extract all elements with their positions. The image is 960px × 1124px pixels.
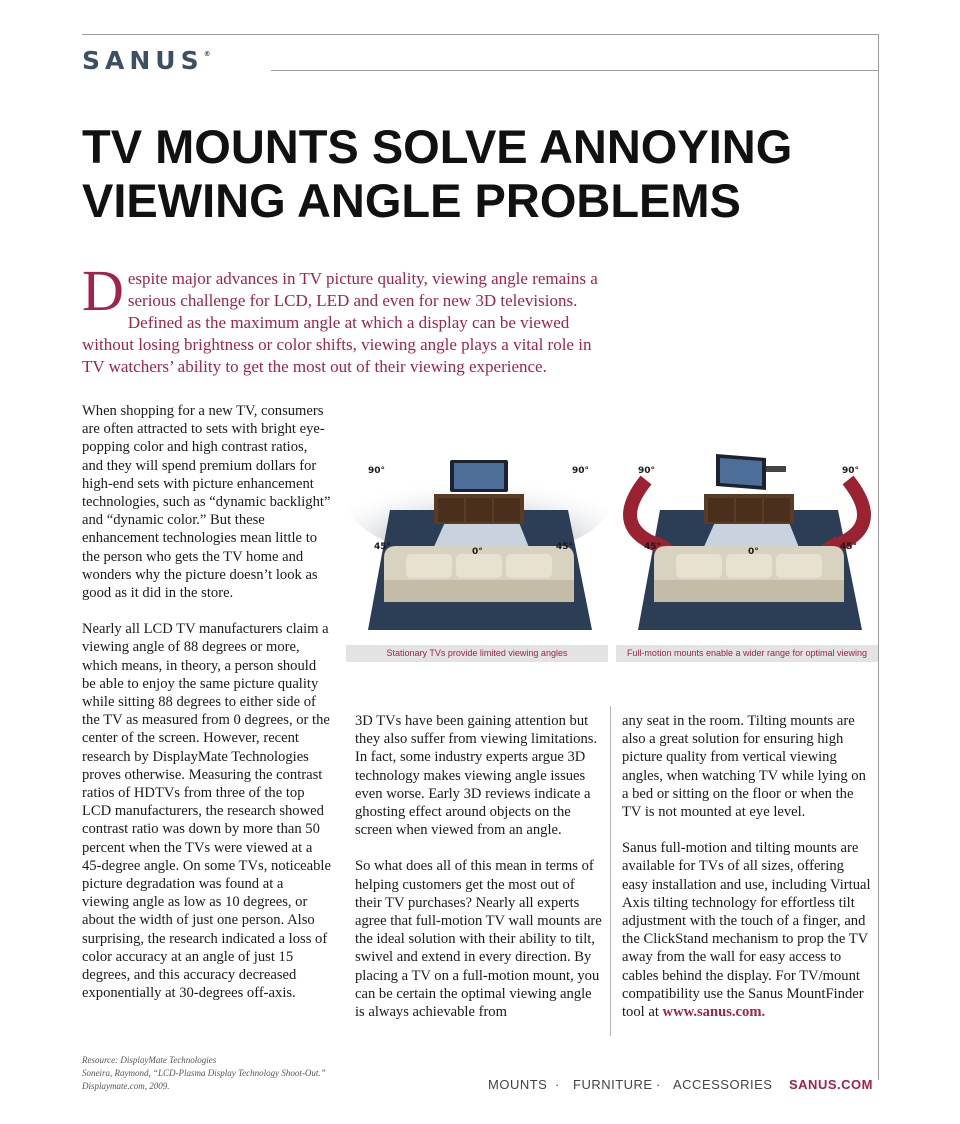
intro-paragraph: Despite major advances in TV picture quality, viewing angle remains a serious challenge for LCD, LED and even for new 3D televisions. Defined as the maximum angle at which a display can be viewed without losing brightness or color shifts, viewing angle plays a vital role in TV watchers’ ability to get the most out of their viewing experience. xyxy=(82,258,598,376)
column-divider xyxy=(610,706,611,1036)
caption-full-motion: Full-motion mounts enable a wider range for optimal viewing xyxy=(616,645,878,662)
footer-nav-furniture[interactable]: FURNITURE xyxy=(573,1077,653,1092)
column-2-paragraph-2: So what does all of this mean in terms of helping customers get the most out of their TV purchases? Nearly all experts agree that full-motion TV wall mounts are the ideal solution with their ability to tilt, swivel and extend in every direction. By placing a TV on a full-motion mount, you can be certain the optimal viewing angle is always achievable from xyxy=(355,858,602,1021)
sanus-website-link[interactable]: www.sanus.com. xyxy=(662,1004,766,1021)
page-frame-top-rule xyxy=(82,34,879,35)
column-3 xyxy=(622,712,872,1021)
page-frame-right-rule xyxy=(878,34,879,1080)
full-motion-tv-diagram xyxy=(616,440,878,644)
label-0: 0° xyxy=(472,547,483,557)
sanus-logo: SANUS® xyxy=(82,46,211,75)
label-45-right: 45° xyxy=(556,542,574,552)
footnote: Resource: DisplayMate Technologies Soneira, Raymond, “LCD-Plasma Display Technology Shoot-Out.” Displaymate.com, 2009. xyxy=(82,1055,326,1091)
footer-site-link[interactable]: SANUS.COM xyxy=(789,1077,873,1092)
footer-separator: · xyxy=(656,1077,661,1092)
column-3-paragraph-1: any seat in the room. Tilting mounts are also a great solution for ensuring high picture quality from vertical viewing angles, when watching TV while lying on a bed or sitting on the floor or when the TV is not mounted at eye level. xyxy=(622,713,866,821)
column-1-paragraph-2: Nearly all LCD TV manufacturers claim a viewing angle of 88 degrees or more, which means, in theory, a person should be able to enjoy the same picture quality while sitting 88 degrees to either side of the TV as measured from 0 degrees, or the center of the screen. However, recent research by DisplayMate Technologies proves otherwise. Measuring the contrast ratios of HDTVs from three of the top LCD manufacturers, the research showed contrast ratio was down by more than 50 percent when the TVs were viewed at a 45-degree angle. On some TVs, noticeable picture degradation was found at a viewing angle as low as 10 degrees, or about the width of just one person. Also surprising, the research indicated a loss of color accuracy at an angle of just 15 degrees, and this accuracy decreased exponentially at 30-degrees off-axis. xyxy=(82,621,331,1002)
column-2-paragraph-1: 3D TVs have been gaining attention but they also suffer from viewing limitations. In fact, some industry experts argue 3D technology makes viewing angle issues even worse. Early 3D reviews indicate a ghosting effect around objects on the screen when viewed from an angle. xyxy=(355,713,598,839)
mount-arm xyxy=(766,466,786,472)
label-45-left: 45° xyxy=(374,542,392,552)
footer-nav-mounts[interactable]: MOUNTS xyxy=(488,1077,548,1092)
column-1 xyxy=(82,402,332,1003)
footer-separator: · xyxy=(555,1077,560,1092)
drop-cap: D xyxy=(82,258,124,323)
column-3-paragraph-2: Sanus full-motion and tilting mounts are available for TVs of all sizes, offering easy installation and use, including Virtual Axis tilting technology for effortless tilt adjustment with the touch of a finger, and the ClickStand mechanism to prop the TV away from the wall for easy access to cables behind the display. For TV/mount compatibility use the Sanus MountFinder tool at www.sanus.com. xyxy=(622,840,871,1021)
caption-stationary: Stationary TVs provide limited viewing angles xyxy=(346,645,608,662)
column-1-paragraph-1: When shopping for a new TV, consumers are often attracted to sets with bright eye-popping color and high contrast ratios, and they will spend premium dollars for high-end sets with picture enhancement technologies, such as “dynamic backlight” and “dynamic color.” But these enhancement technologies mean little to the person who gets the TV home and wonders why the picture doesn’t look as good as it did in the store. xyxy=(82,403,331,602)
label-0: 0° xyxy=(748,547,759,557)
article-title: TV MOUNTS SOLVE ANNOYING VIEWING ANGLE PROBLEMS xyxy=(82,120,793,227)
label-90-left: 90° xyxy=(368,466,386,476)
stationary-tv-diagram xyxy=(346,440,608,644)
label-90-right: 90° xyxy=(572,466,590,476)
label-45-right: 45° xyxy=(840,542,858,552)
label-90-right: 90° xyxy=(842,466,860,476)
label-45-left: 45° xyxy=(644,542,662,552)
label-90-left: 90° xyxy=(638,466,656,476)
header-rule xyxy=(271,70,878,71)
column-2 xyxy=(355,712,605,1021)
footer-nav-accessories[interactable]: ACCESSORIES xyxy=(673,1077,773,1092)
